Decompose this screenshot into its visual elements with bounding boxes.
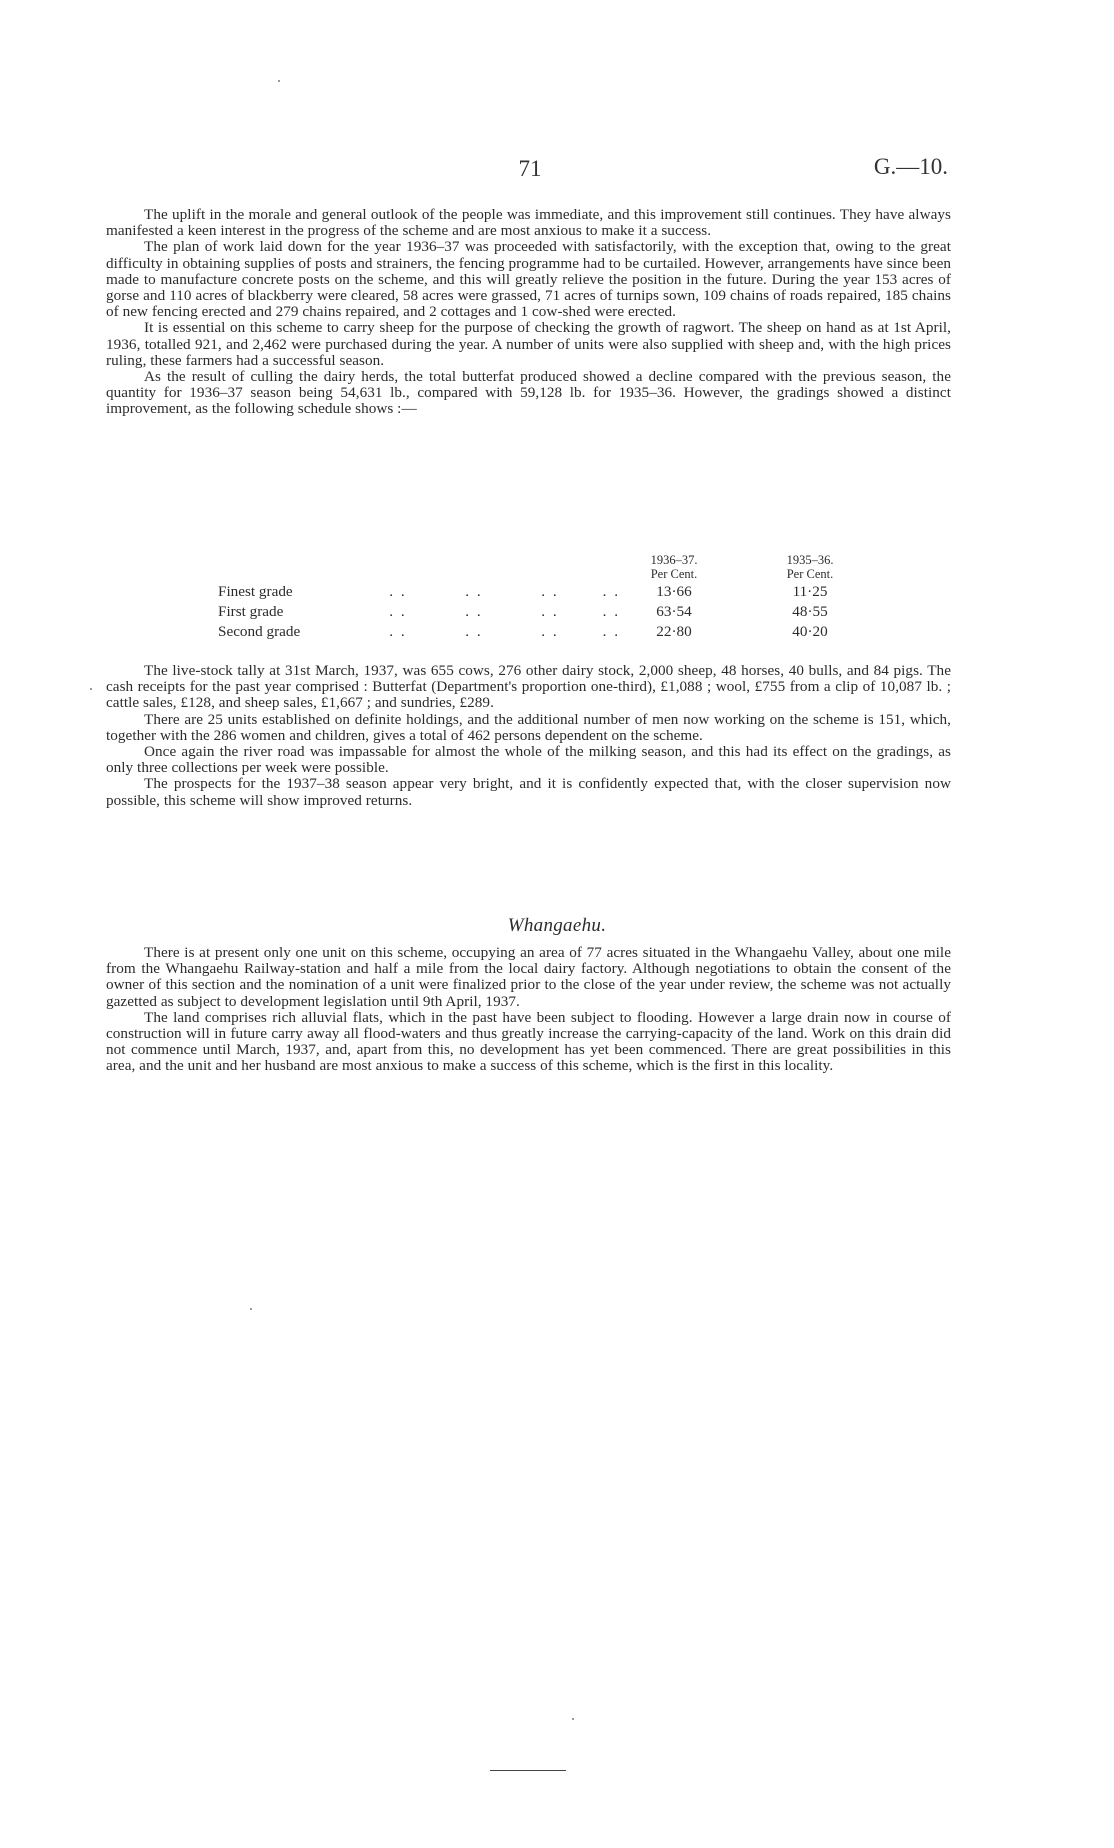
- column-header-1936-37: 1936–37. Per Cent.: [650, 553, 698, 581]
- paragraph-river-road: Once again the river road was impassable for almost the whole of the milking season, and this had its effect on the gradings, as only three collections per week were possible.: [106, 743, 951, 777]
- grading-table-header: [218, 553, 858, 581]
- value-1935-36: 48·55: [792, 603, 828, 620]
- paragraph-prospects: The prospects for the 1937–38 season appear very bright, and it is confidently expected that, with the closer supervision now possible, this scheme will show improved returns.: [106, 775, 951, 809]
- leader-dots: . .: [465, 603, 483, 620]
- paragraph-plan-of-work: The plan of work laid down for the year 1936–37 was proceeded with satisfactorily, with the exception that, owing to the great difficulty in obtaining supplies of posts and strainers, the fencing programme had to be curtailed. However, arrangements have since been made to manufacture concrete posts on the scheme, and this will greatly relieve the position in the future. During the year 153 acres of gorse and 110 acres of blackberry were cleared, 58 acres were grassed, 71 acres of turnips sown, 109 chains of roads repaired, 185 chains of new fencing erected and 279 chains repaired, and 2 cottages and 1 cow-shed were erected.: [106, 238, 951, 321]
- paragraph-butterfat: As the result of culling the dairy herds, the total butterfat produced showed a decline compared with the previous season, the quantity for 1936–37 season being 54,631 lb., compared with 59,128 lb. for 1935–36. However, the gradings showed a distinct improvement, as the following schedule shows :—: [106, 368, 951, 418]
- document-reference: G.—10.: [873, 154, 948, 179]
- leader-dots: . .: [389, 603, 407, 620]
- row-label: First grade: [218, 603, 284, 620]
- scan-speck: [572, 1718, 574, 1720]
- leader-dots: . .: [602, 623, 620, 640]
- column-header-1935-36: 1935–36. Per Cent.: [786, 553, 834, 581]
- table-row: [218, 581, 858, 601]
- value-1936-37: 13·66: [656, 583, 692, 600]
- grading-table: [218, 553, 858, 641]
- scan-speck: [278, 80, 280, 82]
- leader-dots: . .: [541, 623, 559, 640]
- scan-speck: [90, 688, 92, 690]
- body-text-section-1: [106, 207, 951, 418]
- paragraph-units: There are 25 units established on definite holdings, and the additional number of men now working on the scheme is 151, which, together with the 286 women and children, gives a total of 462 persons dependent on the scheme.: [106, 710, 951, 744]
- body-text-section-2: [106, 663, 951, 809]
- value-1936-37: 22·80: [656, 623, 692, 640]
- leader-dots: . .: [389, 623, 407, 640]
- leader-dots: . .: [602, 583, 620, 600]
- scan-speck: [250, 1308, 252, 1310]
- leader-dots: . .: [389, 583, 407, 600]
- closing-rule: [490, 1770, 566, 1771]
- leader-dots: . .: [602, 603, 620, 620]
- paragraph-whangaehu-unit: There is at present only one unit on this scheme, occupying an area of 77 acres situated in the Whangaehu Valley, about one mile from the Whangaehu Railway-station and half a mile from the local dairy factory. Although negotiations to obtain the consent of the owner of this section and the nomination of a unit were finalized prior to the close of the year under review, the scheme was not actually gazetted as subject to development legislation until 9th April, 1937.: [106, 944, 951, 1010]
- paragraph-morale: The uplift in the morale and general outlook of the people was immediate, and this improvement still continues. They have always manifested a keen interest in the progress of the scheme and are most anxious to make it a success.: [106, 206, 951, 240]
- section-heading-whangaehu: Whangaehu.: [507, 915, 607, 936]
- row-label: Second grade: [218, 623, 301, 640]
- value-1936-37: 63·54: [656, 603, 692, 620]
- paragraph-sheep: It is essential on this scheme to carry sheep for the purpose of checking the growth of ragwort. The sheep on hand as at 1st April, 1936, totalled 921, and 2,462 were purchased during the year. A number of units were also supplied with sheep and, with the high prices ruling, these farmers had a successful season.: [106, 319, 951, 369]
- value-1935-36: 11·25: [792, 583, 828, 600]
- table-row: [218, 601, 858, 621]
- leader-dots: . .: [541, 583, 559, 600]
- table-row: [218, 621, 858, 641]
- page-number: 71: [518, 156, 542, 181]
- leader-dots: . .: [541, 603, 559, 620]
- row-label: Finest grade: [218, 583, 293, 600]
- leader-dots: . .: [465, 623, 483, 640]
- paragraph-live-stock: The live-stock tally at 31st March, 1937, was 655 cows, 276 other dairy stock, 2,000 sheep, 48 horses, 40 bulls, and 84 pigs. The cash receipts for the past year comprised : Butterfat (Department's proportion one-third), £1,088 ; wool, £755 from a clip of 10,087 lb. ; cattle sales, £128, and sheep sales, £1,667 ; and sundries, £289.: [106, 662, 951, 712]
- body-text-section-3: [106, 945, 951, 1075]
- leader-dots: . .: [465, 583, 483, 600]
- value-1935-36: 40·20: [792, 623, 828, 640]
- paragraph-alluvial-flats: The land comprises rich alluvial flats, which in the past have been subject to flooding. However a large drain now in course of construction will in future carry away all flood-waters and thus greatly increase the carrying-capacity of the land. Work on this drain did not commence until March, 1937, and, apart from this, no development has yet been commenced. There are great possibilities in this area, and the unit and her husband are most anxious to make a success of this scheme, which is the first in this locality.: [106, 1008, 951, 1075]
